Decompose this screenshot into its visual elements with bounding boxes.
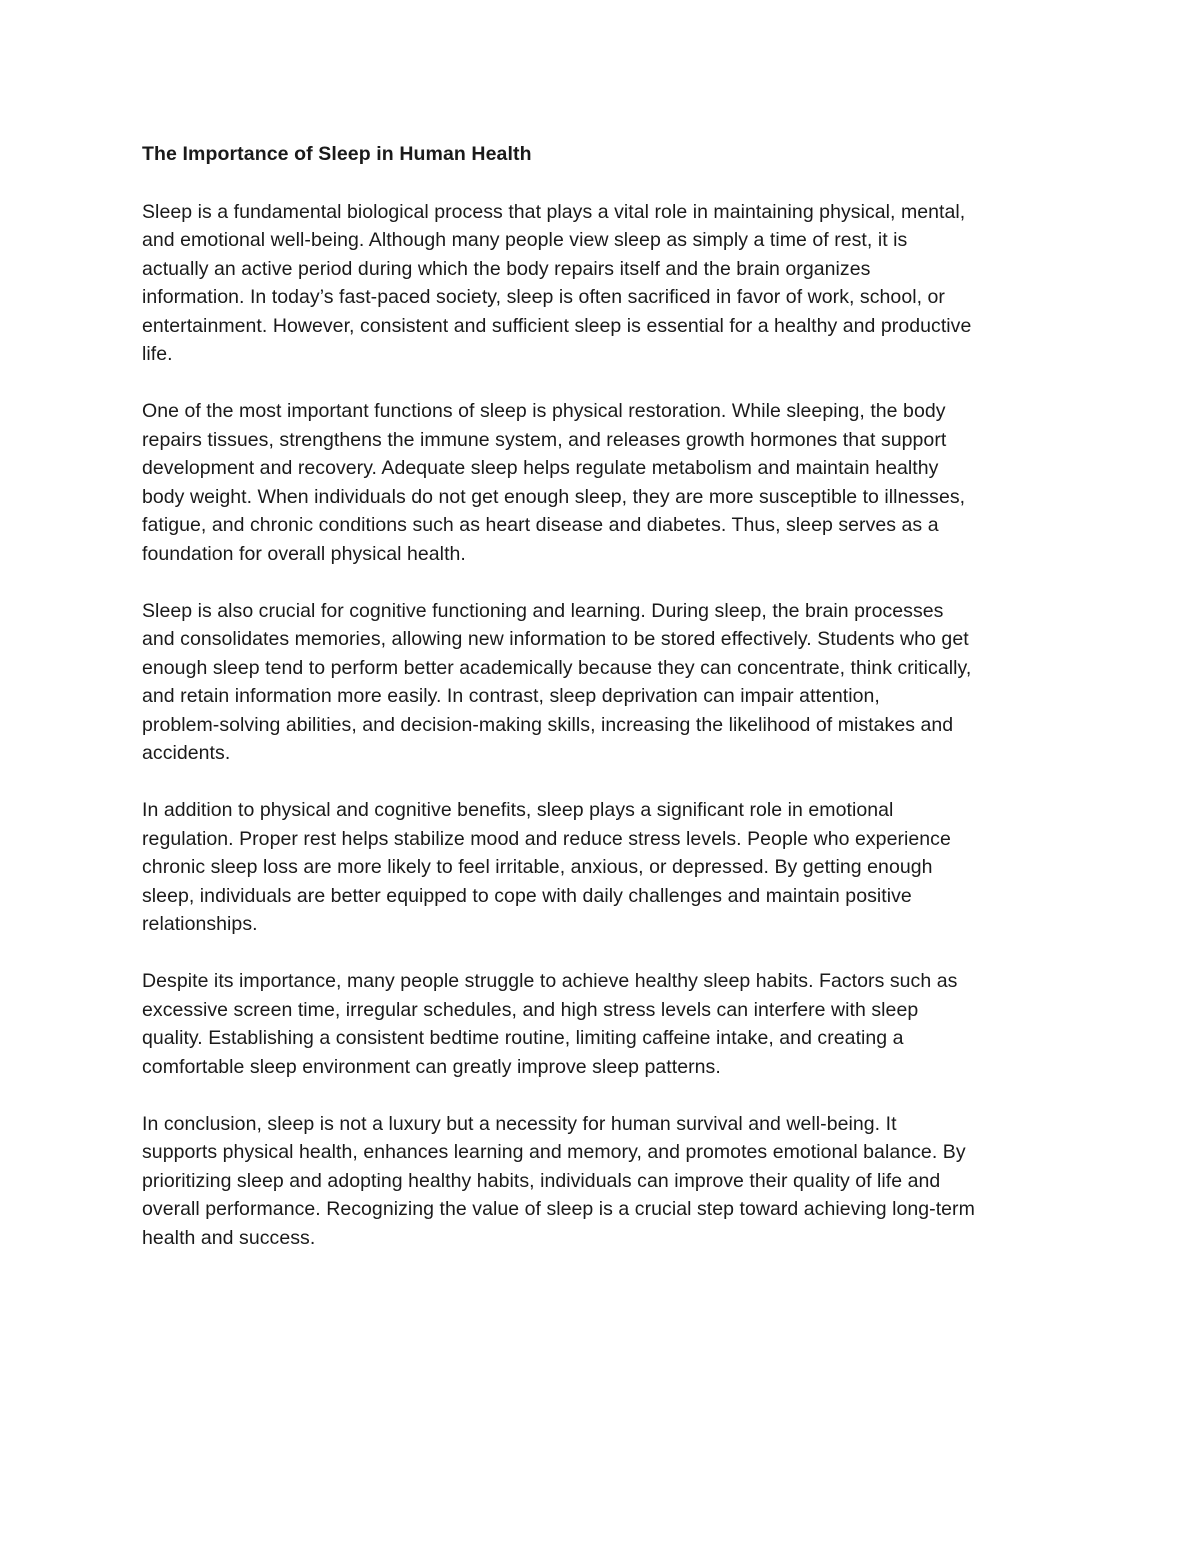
paragraph-line: life. — [142, 343, 173, 365]
paragraph-line: repairs tissues, strengthens the immune system, and releases growth hormones that support — [142, 428, 947, 451]
paragraph-container — [142, 198, 1072, 1253]
paragraph-line: information. In today’s fast-paced society, sleep is often sacrificed in favor of work, school, or — [142, 286, 945, 308]
paragraph-line: chronic sleep loss are more likely to feel irritable, anxious, or depressed. By getting enough — [142, 856, 933, 878]
paragraph-line: overall performance. Recognizing the value of sleep is a crucial step toward achieving long-term — [142, 1198, 975, 1220]
paragraph-line: development and recovery. Adequate sleep helps regulate metabolism and maintain healthy — [142, 457, 939, 479]
document-title: The Importance of Sleep in Human Health — [142, 143, 532, 165]
paragraph — [142, 967, 1072, 1081]
paragraph-line: supports physical health, enhances learning and memory, and promotes emotional balance. By — [142, 1141, 966, 1163]
paragraph-line: foundation for overall physical health. — [142, 542, 466, 565]
paragraph-line: In conclusion, sleep is not a luxury but a necessity for human survival and well-being. It — [142, 1112, 897, 1135]
paragraph-line: relationships. — [142, 913, 258, 935]
paragraph-line: and emotional well-being. Although many people view sleep as simply a time of rest, it is — [142, 229, 908, 251]
document-body — [142, 140, 1072, 1281]
paragraph-line: body weight. When individuals do not get enough sleep, they are more susceptible to illnesses, — [142, 485, 966, 508]
paragraph — [142, 198, 1072, 369]
paragraph-line: prioritizing sleep and adopting healthy habits, individuals can improve their quality of life and — [142, 1169, 941, 1192]
paragraph-line: entertainment. However, consistent and sufficient sleep is essential for a healthy and productive — [142, 314, 972, 337]
paragraph-line: comfortable sleep environment can greatly improve sleep patterns. — [142, 1055, 721, 1078]
paragraph-line: enough sleep tend to perform better academically because they can concentrate, think critically, — [142, 656, 972, 679]
paragraph-line: actually an active period during which the body repairs itself and the brain organizes — [142, 257, 871, 280]
paragraph — [142, 796, 1072, 939]
paragraph-line: One of the most important functions of sleep is physical restoration. While sleeping, the body — [142, 400, 946, 422]
paragraph-line: In addition to physical and cognitive benefits, sleep plays a significant role in emotional — [142, 799, 894, 821]
paragraph-line: problem-solving abilities, and decision-making skills, increasing the likelihood of mistakes and — [142, 713, 954, 736]
paragraph-line: excessive screen time, irregular schedules, and high stress levels can interfere with sleep — [142, 998, 919, 1021]
paragraph-line: and consolidates memories, allowing new information to be stored effectively. Students who get — [142, 628, 969, 650]
paragraph-line: accidents. — [142, 742, 231, 764]
paragraph-line: quality. Establishing a consistent bedtime routine, limiting caffeine intake, and creating a — [142, 1027, 904, 1049]
paragraph-line: Sleep is also crucial for cognitive functioning and learning. During sleep, the brain processes — [142, 599, 944, 622]
paragraph — [142, 597, 1072, 768]
paragraph-line: sleep, individuals are better equipped to cope with daily challenges and maintain positive — [142, 884, 912, 907]
paragraph-line: and retain information more easily. In contrast, sleep deprivation can impair attention, — [142, 685, 880, 707]
paragraph — [142, 397, 1072, 568]
paragraph-line: Despite its importance, many people struggle to achieve healthy sleep habits. Factors such as — [142, 970, 958, 992]
paragraph — [142, 1110, 1072, 1253]
paragraph-line: regulation. Proper rest helps stabilize mood and reduce stress levels. People who experience — [142, 827, 951, 850]
paragraph-line: fatigue, and chronic conditions such as heart disease and diabetes. Thus, sleep serves as a — [142, 514, 939, 536]
paragraph-line: health and success. — [142, 1226, 316, 1249]
paragraph-line: Sleep is a fundamental biological process that plays a vital role in maintaining physical, mental, — [142, 200, 966, 223]
